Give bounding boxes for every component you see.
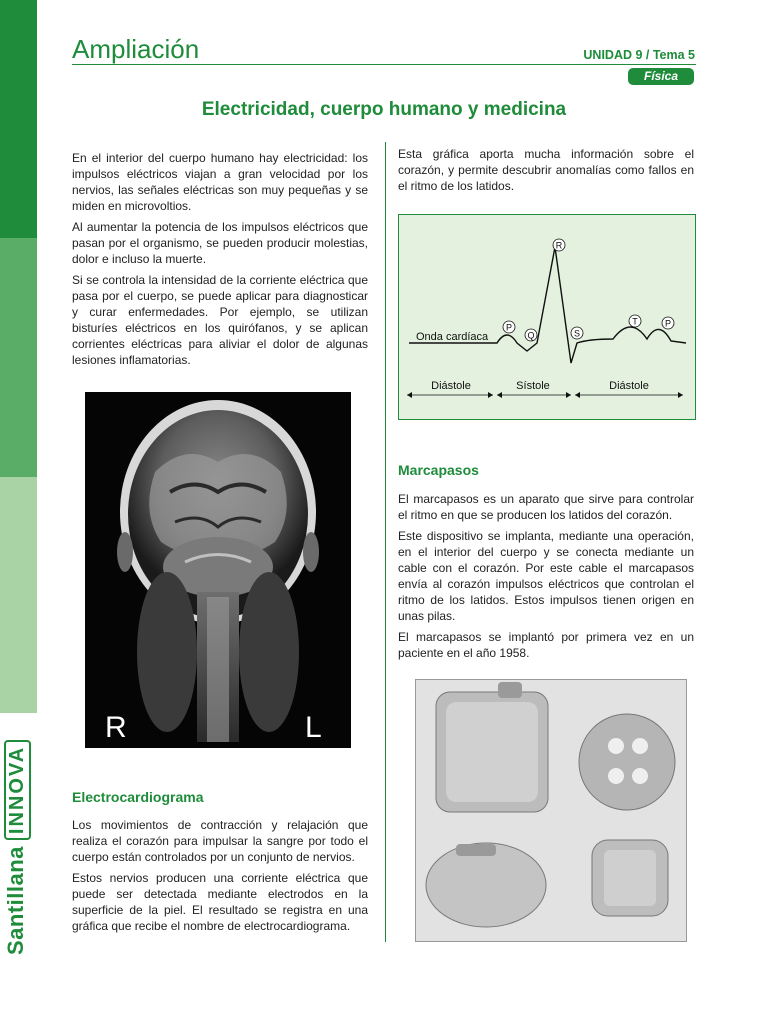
- ecg-phase-label: Diástole: [609, 380, 649, 392]
- publisher-logo: [3, 740, 31, 955]
- sidebar-band-dark: [0, 0, 37, 238]
- sidebar-band-mid: [0, 238, 37, 477]
- section-title: Ampliación: [72, 34, 200, 64]
- pacemaker-paragraph-2: Este dispositivo se implanta, mediante una operación, en el interior del cuerpo y se conecta mediante un cable con el corazón. Por este cable el marcapasos envía al corazón impulsos eléctricos que controlan el ritmo de los latidos. Estos impulsos tienen origen en unas pilas.: [398, 529, 694, 623]
- ecg-phase-label: Sístole: [516, 380, 550, 392]
- brand-line: INNOVA: [4, 740, 31, 840]
- page-title: Electricidad, cuerpo humano y medicina: [201, 99, 567, 120]
- ecg-point-label-s: S: [573, 328, 581, 339]
- pacemaker-text: [398, 491, 694, 666]
- pacemaker-paragraph-3: El marcapasos se implantó por primera vez en un paciente en el año 1958.: [398, 630, 694, 660]
- ecg-point-label-t: T: [632, 316, 638, 327]
- intro-paragraph-1: En el interior del cuerpo humano hay electricidad: los impulsos eléctricos viajan a gran velocidad por los nervios, las señales eléctricas son muy pequeñas y se miden en microvoltios.: [72, 151, 368, 213]
- unit-label: UNIDAD 9 / Tema 5: [583, 48, 695, 62]
- ecg-paragraph-1: Los movimientos de contracción y relajación que realiza el corazón para impulsar la sangre por todo el cuerpo están controlados por un conjunto de nervios.: [72, 818, 368, 864]
- pacemaker-paragraph-1: El marcapasos es un aparato que sirve para controlar el ritmo en que se producen los latidos del corazón.: [398, 492, 694, 522]
- intro-paragraph-3: Si se controla la intensidad de la corriente eléctrica que pasa por el cuerpo, se puede aplicar para diagnosticar y curar enfermedades. Por ejemplo, se utilizan bisturíes eléctricos en los quirófanos, y se aplican corrientes eléctricas para aliviar el dolor de algunas lesiones inflamatorias.: [72, 273, 368, 367]
- chart-intro-paragraph: Esta gráfica aporta mucha información sobre el corazón, y permite descubrir anomalías como fallos en el ritmo de los latidos.: [398, 147, 694, 193]
- column-divider: [385, 142, 386, 942]
- header-rule: [72, 64, 696, 65]
- intro-paragraph-2: Al aumentar la potencia de los impulsos eléctricos que pasan por el organismo, se pueden producir molestias, dolor e incluso la muerte.: [72, 220, 368, 266]
- sidebar-band-light: [0, 477, 37, 713]
- ecg-heading: Electrocardiograma: [72, 789, 204, 805]
- pacemaker-photo: [415, 679, 687, 942]
- subject-badge: Física: [628, 68, 694, 85]
- intro-text: [72, 150, 368, 373]
- ecg-chart: [398, 214, 696, 420]
- ecg-point-label-p: P: [505, 322, 513, 333]
- ecg-point-label-p: P: [664, 318, 672, 329]
- mri-label-r: R: [105, 711, 127, 744]
- pacemaker-illustration: [416, 680, 686, 941]
- ecg-point-label-q: Q: [527, 330, 535, 341]
- ecg-phase-arrows: [407, 392, 683, 398]
- chart-intro-text: [398, 146, 694, 199]
- mri-illustration: [85, 392, 351, 748]
- ecg-phase-label: Diástole: [431, 380, 471, 392]
- ecg-wave-line: [409, 247, 686, 363]
- mri-label-l: L: [305, 711, 322, 744]
- ecg-paragraph-2: Estos nervios producen una corriente eléctrica que puede ser detectada mediante electrodos en la superficie de la piel. El resultado se registra en una gráfica que recibe el nombre de electrocardiograma.: [72, 871, 368, 933]
- ecg-svg: [399, 215, 695, 419]
- ecg-text: [72, 817, 368, 939]
- pacemaker-heading: Marcapasos: [398, 462, 479, 478]
- brand-name: Santillana: [3, 846, 28, 955]
- ecg-series-label: Onda cardíaca: [416, 331, 489, 343]
- ecg-point-label-r: R: [555, 240, 563, 251]
- mri-brain-image: [85, 392, 351, 748]
